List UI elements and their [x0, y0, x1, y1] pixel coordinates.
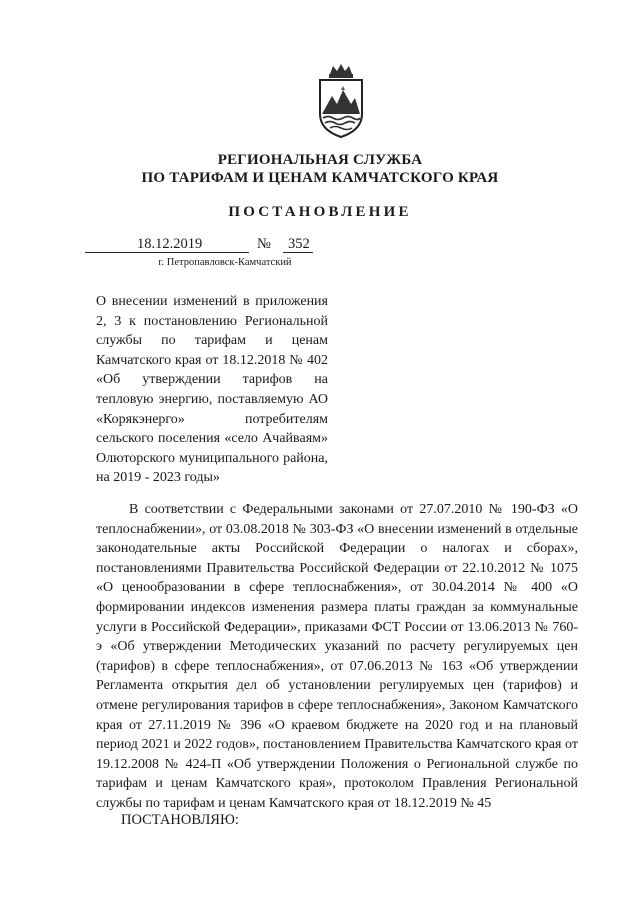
document-body-paragraph: В соответствии с Федеральными законами от 27.07.2010 № 190-ФЗ «О теплоснабжении», от 03.08.2018 № 303-ФЗ «О внесении изменений в отдельные законодательные акты Российской Федерации о налогах и сборах», постановлениями Правительства Российской Федерации от 22.10.2012 № 1075 «О ценообразовании в сфере теплоснабжения», от 30.04.2014 № 400 «О формировании индексов изменения размера платы граждан за коммунальные услуги в Российской Федерации», приказами ФСТ России от 13.06.2013 № 760-э «Об утверждении Методических указаний по расчету регулируемых цен (тарифов) в сфере теплоснабжения», от 07.06.2013 № 163 «Об утверждении Регламента открытия дел об установлении регулируемых цен (тарифов) и отмене регулирования тарифов в сфере теплоснабжения», Законом Камчатского края от 27.11.2019 № 396 «О краевом бюджете на 2020 год и на плановый период 2021 и 2022 годов», постановлением Правительства Камчатского края от 19.12.2008 № 424-П «Об утверждении Положения о Региональной службе по тарифам и ценам Камчатского края», протоколом Правления Региональной службы по тарифам и ценам Камчатского края от 18.12.2019 № 45	[96, 502, 578, 811]
number-underline	[283, 252, 313, 253]
document-type-title: ПОСТАНОВЛЕНИЕ	[228, 204, 412, 220]
kamchatka-coat-of-arms-icon	[314, 62, 368, 140]
document-subject: О внесении изменений в приложения 2, 3 к постановлению Региональной службы по тарифам и ценам Камчатского края от 18.12.2018 № 402 «Об утверждении тарифов на тепловую энергию, поставляемую АО «Корякэнерго» потребителям сельского поселения «село Ачайваям» Олюторского муниципального района, на 2019 - 2023 годы»	[96, 294, 328, 486]
organization-name-line1: РЕГИОНАЛЬНАЯ СЛУЖБА	[217, 152, 423, 168]
decree-heading: ПОСТАНОВЛЯЮ:	[121, 812, 239, 828]
document-number: 352	[288, 236, 310, 252]
date-underline	[85, 252, 249, 253]
document-city: г. Петропавловск-Камчатский	[158, 257, 292, 268]
date-number-line	[85, 236, 335, 256]
number-sign: №	[257, 236, 271, 252]
document-date: 18.12.2019	[137, 236, 203, 252]
organization-name-line2: ПО ТАРИФАМ И ЦЕНАМ КАМЧАТСКОГО КРАЯ	[141, 170, 499, 186]
